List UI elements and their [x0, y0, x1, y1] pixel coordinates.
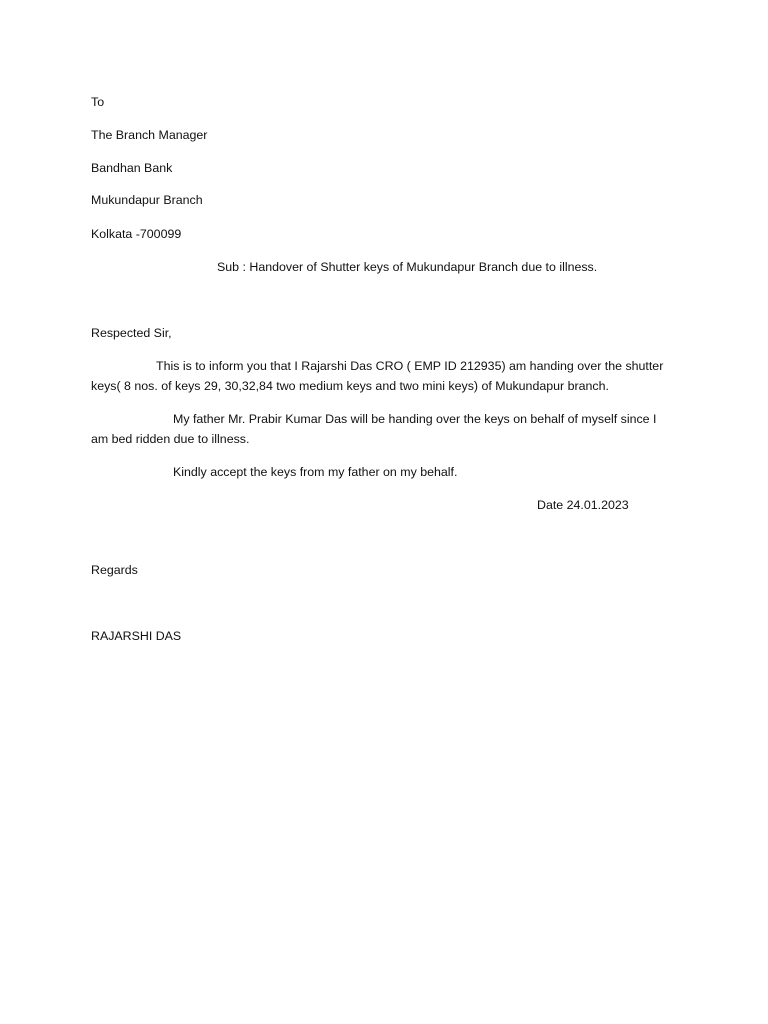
recipient-line-2: Bandhan Bank — [91, 161, 173, 175]
body-paragraph-2: My father Mr. Prabir Kumar Das will be handing over the keys on behalf of myself since I am bed ridden due to illness. — [91, 412, 657, 446]
body-paragraph-1: This is to inform you that I Rajarshi Das CRO ( EMP ID 212935) am handing over the shutter keys( 8 nos. of keys 29, 30,32,84 two medium keys and two mini keys) of Mukundapur branch. — [91, 359, 664, 393]
greeting: Respected Sir, — [91, 326, 172, 340]
to-label: To — [91, 95, 105, 109]
body-paragraph-3: Kindly accept the keys from my father on my behalf. — [173, 465, 458, 479]
recipient-line-3: Mukundapur Branch — [91, 193, 203, 207]
recipient-line-4: Kolkata -700099 — [91, 227, 182, 241]
closing-regards: Regards — [91, 563, 138, 577]
signature-name: RAJARSHI DAS — [91, 629, 182, 643]
subject-line: Sub : Handover of Shutter keys of Mukundapur Branch due to illness. — [217, 260, 598, 274]
letter-date: Date 24.01.2023 — [537, 498, 629, 512]
recipient-line-1: The Branch Manager — [91, 128, 208, 142]
